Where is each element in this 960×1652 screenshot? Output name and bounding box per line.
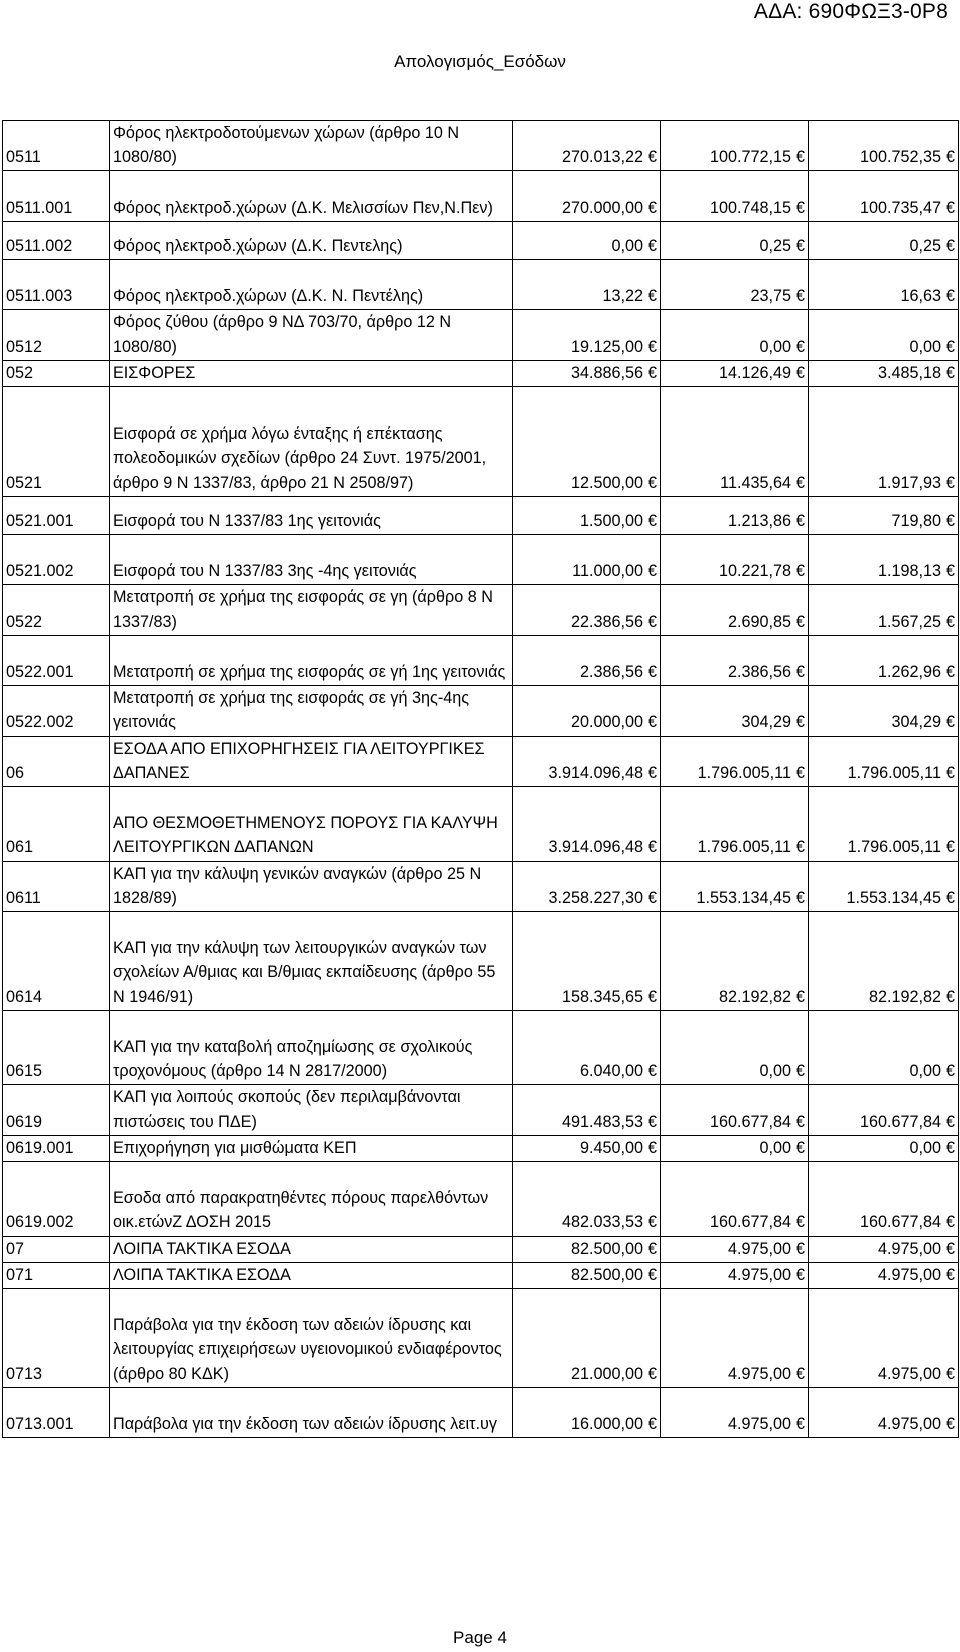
amount-value: 22.386,56 [570,612,643,631]
table-row [3,1236,959,1262]
row-amount-3 [809,1262,959,1288]
row-code: 0522.002 [3,686,110,736]
amount-value: 0,00 [909,1062,941,1081]
row-amount-2 [661,310,809,360]
row-description: Παράβολα για την έκδοση των αδειών ίδρυσης λειτ.υγ [110,1387,513,1437]
table-row [3,1085,959,1135]
amount-value: 4.975,00 [877,1265,941,1284]
amount-value: 0,25 [909,236,941,255]
row-amount-3 [809,387,959,497]
amount-value: 6.040,00 [579,1062,643,1081]
euro-symbol: € [945,198,955,217]
row-code: 0522.001 [3,635,110,685]
euro-symbol: € [647,198,657,217]
table-row [3,861,959,911]
row-amount-2 [661,912,809,1011]
amount-value: 11.435,64 [720,473,791,492]
row-amount-2 [661,1135,809,1161]
euro-symbol: € [945,663,955,682]
row-amount-3 [809,535,959,585]
row-description: ΑΠΟ ΘΕΣΜΟΘΕΤΗΜΕΝΟΥΣ ΠΟΡΟΥΣ ΓΙΑ ΚΑΛΥΨΗ ΛΕΙΤΟΥΡΓΙΚΩΝ ΔΑΠΑΝΩΝ [110,787,513,862]
amount-value: 16.000,00 [570,1415,643,1434]
row-code: 0511 [3,121,110,171]
row-amount-2 [661,787,809,862]
amount-value: 0,00 [909,337,941,356]
amount-value: 4.975,00 [727,1265,791,1284]
euro-symbol: € [647,1112,657,1131]
euro-symbol: € [795,612,805,631]
amount-value: 100.735,47 [859,198,941,217]
euro-symbol: € [647,473,657,492]
row-amount-1 [513,1010,661,1085]
amount-value: 1.796.005,11 [847,838,941,857]
euro-symbol: € [945,473,955,492]
row-amount-2 [661,496,809,534]
amount-value: 160.677,84 [859,1213,941,1232]
amount-value: 491.483,53 [561,1112,643,1131]
row-amount-1 [513,861,661,911]
page-number: Page 4 [453,1628,507,1647]
row-amount-1 [513,1289,661,1388]
row-description: Φόρος ηλεκτροδοτούμενων χώρων (άρθρο 10 Ν 1080/80) [110,121,513,171]
euro-symbol: € [945,148,955,167]
amount-value: 3.914.096,48 [548,763,643,782]
row-amount-3 [809,686,959,736]
amount-value: 100.748,15 [709,198,791,217]
euro-symbol: € [795,1265,805,1284]
row-amount-2 [661,1236,809,1262]
amount-value: 4.975,00 [877,1415,941,1434]
row-amount-2 [661,1289,809,1388]
euro-symbol: € [647,1364,657,1383]
amount-value: 100.752,35 [859,148,941,167]
amount-value: 14.126,49 [718,363,791,382]
amount-value: 1.796.005,11 [697,763,791,782]
amount-value: 34.886,56 [570,363,643,382]
amount-value: 160.677,84 [709,1112,791,1131]
euro-symbol: € [795,1239,805,1258]
row-amount-1 [513,787,661,862]
amount-value: 0,00 [759,1138,791,1157]
row-description: ΛΟΙΠΑ ΤΑΚΤΙΚΑ ΕΣΟΔΑ [110,1262,513,1288]
row-amount-1 [513,221,661,259]
table-row [3,360,959,386]
euro-symbol: € [945,1265,955,1284]
row-code: 052 [3,360,110,386]
row-amount-1 [513,736,661,786]
euro-symbol: € [945,888,955,907]
table-row [3,635,959,685]
euro-symbol: € [647,363,657,382]
euro-symbol: € [795,1138,805,1157]
row-description: Εισφορά σε χρήμα λόγω ένταξης ή επέκτασης πολεοδομικών σχεδίων (άρθρο 24 Συντ. 1975/2001, άρθρο 9 Ν 1337/83, άρθρο 21 Ν 2508/97) [110,387,513,497]
amount-value: 19.125,00 [570,337,643,356]
euro-symbol: € [795,337,805,356]
amount-value: 1.198,13 [877,562,941,581]
row-amount-3 [809,1236,959,1262]
row-amount-1 [513,1387,661,1437]
row-amount-3 [809,585,959,635]
amount-value: 4.975,00 [877,1239,941,1258]
euro-symbol: € [647,1213,657,1232]
row-code: 0521.001 [3,496,110,534]
row-code: 0614 [3,912,110,1011]
row-description: ΛΟΙΠΑ ΤΑΚΤΙΚΑ ΕΣΟΔΑ [110,1236,513,1262]
revenue-table [2,120,959,1438]
amount-value: 304,29 [741,713,791,732]
row-amount-3 [809,496,959,534]
row-amount-1 [513,635,661,685]
amount-value: 2.690,85 [727,612,791,631]
row-amount-3 [809,912,959,1011]
euro-symbol: € [945,287,955,306]
row-amount-2 [661,221,809,259]
euro-symbol: € [795,1415,805,1434]
amount-value: 0,25 [759,236,791,255]
row-code: 0512 [3,310,110,360]
row-amount-1 [513,1085,661,1135]
euro-symbol: € [795,663,805,682]
euro-symbol: € [647,236,657,255]
row-amount-1 [513,387,661,497]
amount-value: 2.386,56 [579,663,643,682]
amount-value: 1.796.005,11 [697,838,791,857]
row-amount-1 [513,535,661,585]
row-code: 0511.001 [3,171,110,221]
euro-symbol: € [647,1062,657,1081]
euro-symbol: € [945,363,955,382]
euro-symbol: € [647,987,657,1006]
row-amount-2 [661,635,809,685]
row-amount-1 [513,360,661,386]
row-amount-2 [661,171,809,221]
row-amount-3 [809,1289,959,1388]
euro-symbol: € [945,236,955,255]
row-amount-3 [809,171,959,221]
euro-symbol: € [945,713,955,732]
euro-symbol: € [647,838,657,857]
amount-value: 82.500,00 [570,1265,643,1284]
amount-value: 0,00 [611,236,643,255]
row-description: Επιχορήγηση για μισθώματα ΚΕΠ [110,1135,513,1161]
row-code: 0521 [3,387,110,497]
row-code: 0713.001 [3,1387,110,1437]
row-amount-2 [661,1085,809,1135]
table-row [3,1162,959,1237]
amount-value: 4.975,00 [727,1364,791,1383]
amount-value: 82.192,82 [868,987,941,1006]
amount-value: 82.192,82 [718,987,791,1006]
euro-symbol: € [647,287,657,306]
euro-symbol: € [945,1239,955,1258]
amount-value: 0,00 [909,1138,941,1157]
row-amount-1 [513,585,661,635]
row-amount-2 [661,585,809,635]
row-description: Εισφορά του Ν 1337/83 1ης γειτονιάς [110,496,513,534]
row-code: 0619.001 [3,1135,110,1161]
table-row [3,686,959,736]
amount-value: 1.553.134,45 [846,888,941,907]
row-amount-2 [661,121,809,171]
row-amount-3 [809,1010,959,1085]
table-row [3,585,959,635]
amount-value: 13,22 [602,287,643,306]
euro-symbol: € [647,562,657,581]
row-amount-1 [513,1135,661,1161]
row-amount-2 [661,736,809,786]
document-title: Απολογισμός_Εσόδων [394,52,566,71]
euro-symbol: € [945,337,955,356]
amount-value: 270.000,00 [561,198,643,217]
table-row [3,1262,959,1288]
amount-value: 160.677,84 [709,1213,791,1232]
euro-symbol: € [945,511,955,530]
amount-value: 1.567,25 [877,612,941,631]
row-amount-2 [661,1262,809,1288]
ada-code: ΑΔΑ: 690ΦΩΞ3-0Ρ8 [753,0,948,23]
row-amount-3 [809,1135,959,1161]
amount-value: 1.553.134,45 [696,888,791,907]
euro-symbol: € [945,838,955,857]
row-amount-3 [809,787,959,862]
euro-symbol: € [945,1415,955,1434]
row-amount-3 [809,121,959,171]
euro-symbol: € [945,763,955,782]
row-amount-3 [809,1162,959,1237]
amount-value: 20.000,00 [570,713,643,732]
euro-symbol: € [795,511,805,530]
amount-value: 16,63 [900,287,941,306]
revenue-table-body [3,121,959,1438]
table-row [3,1289,959,1388]
row-amount-2 [661,535,809,585]
euro-symbol: € [795,763,805,782]
amount-value: 1.500,00 [579,511,643,530]
euro-symbol: € [795,148,805,167]
row-description: ΕΙΣΦΟΡΕΣ [110,360,513,386]
row-code: 0713 [3,1289,110,1388]
euro-symbol: € [795,198,805,217]
table-row [3,121,959,171]
row-description: ΚΑΠ για την κάλυψη γενικών αναγκών (άρθρο 25 Ν 1828/89) [110,861,513,911]
euro-symbol: € [647,612,657,631]
row-amount-3 [809,736,959,786]
amount-value: 482.033,53 [561,1213,643,1232]
table-row [3,260,959,310]
row-amount-2 [661,686,809,736]
row-amount-3 [809,861,959,911]
row-amount-3 [809,635,959,685]
euro-symbol: € [945,987,955,1006]
table-row [3,387,959,497]
row-description: Μετατροπή σε χρήμα της εισφοράς σε γη (άρθρο 8 Ν 1337/83) [110,585,513,635]
amount-value: 0,00 [759,1062,791,1081]
amount-value: 4.975,00 [727,1415,791,1434]
row-amount-1 [513,171,661,221]
row-amount-2 [661,1010,809,1085]
row-description: ΚΑΠ για την κάλυψη των λειτουργικών αναγκών των σχολείων Α/θμιας και Β/θμιας εκπαίδευσης (άρθρο 55 Ν 1946/91) [110,912,513,1011]
table-row [3,787,959,862]
row-code: 0615 [3,1010,110,1085]
row-amount-2 [661,861,809,911]
amount-value: 160.677,84 [859,1112,941,1131]
euro-symbol: € [795,1213,805,1232]
row-description: Παράβολα για την έκδοση των αδειών ίδρυσης και λειτουργίας επιχειρήσεων υγειονομικού ενδιαφέροντος (άρθρο 80 ΚΔΚ) [110,1289,513,1388]
row-amount-1 [513,310,661,360]
euro-symbol: € [647,663,657,682]
table-row [3,912,959,1011]
row-amount-3 [809,1387,959,1437]
euro-symbol: € [795,287,805,306]
amount-value: 1.262,96 [877,663,941,682]
euro-symbol: € [647,1265,657,1284]
amount-value: 270.013,22 [561,148,643,167]
row-amount-3 [809,310,959,360]
row-amount-1 [513,496,661,534]
row-description: Εισφορά του Ν 1337/83 3ης -4ης γειτονιάς [110,535,513,585]
row-code: 06 [3,736,110,786]
row-description: Φόρος ηλεκτροδ.χώρων (Δ.Κ. Πεντελης) [110,221,513,259]
row-description: Μετατροπή σε χρήμα της εισφοράς σε γή 1ης γειτονιάς [110,635,513,685]
row-code: 0521.002 [3,535,110,585]
table-row [3,1387,959,1437]
row-description: ΚΑΠ για λοιπούς σκοπούς (δεν περιλαμβάνονται πιστώσεις του ΠΔΕ) [110,1085,513,1135]
amount-value: 3.914.096,48 [548,838,643,857]
row-amount-2 [661,260,809,310]
amount-value: 3.258.227,30 [548,888,643,907]
row-code: 0522 [3,585,110,635]
amount-value: 1.213,86 [727,511,791,530]
euro-symbol: € [795,713,805,732]
euro-symbol: € [795,888,805,907]
amount-value: 11.000,00 [572,562,643,581]
euro-symbol: € [795,363,805,382]
row-description: Φόρος ηλεκτροδ.χώρων (Δ.Κ. Μελισσίων Πεν,Ν.Πεν) [110,171,513,221]
euro-symbol: € [647,888,657,907]
table-row [3,310,959,360]
amount-value: 23,75 [750,287,791,306]
euro-symbol: € [647,1239,657,1258]
euro-symbol: € [945,1062,955,1081]
table-row [3,496,959,534]
amount-value: 100.772,15 [709,148,791,167]
row-description: Μετατροπή σε χρήμα της εισφοράς σε γή 3ης-4ης γειτονιάς [110,686,513,736]
row-description: ΕΣΟΔΑ ΑΠΟ ΕΠΙΧΟΡΗΓΗΣΕΙΣ ΓΙΑ ΛΕΙΤΟΥΡΓΙΚΕΣ ΔΑΠΑΝΕΣ [110,736,513,786]
euro-symbol: € [795,1062,805,1081]
row-amount-1 [513,686,661,736]
table-row [3,535,959,585]
row-code: 0619 [3,1085,110,1135]
euro-symbol: € [945,1138,955,1157]
row-description: Φόρος ζύθου (άρθρο 9 ΝΔ 703/70, άρθρο 12 Ν 1080/80) [110,310,513,360]
amount-value: 4.975,00 [727,1239,791,1258]
row-code: 07 [3,1236,110,1262]
row-description: Φόρος ηλεκτροδ.χώρων (Δ.Κ. Ν. Πεντέλης) [110,260,513,310]
row-amount-2 [661,1387,809,1437]
row-code: 0611 [3,861,110,911]
table-row [3,736,959,786]
amount-value: 1.796.005,11 [847,763,941,782]
row-code: 0511.003 [3,260,110,310]
amount-value: 10.221,78 [718,562,791,581]
euro-symbol: € [647,511,657,530]
euro-symbol: € [945,612,955,631]
euro-symbol: € [795,473,805,492]
row-amount-1 [513,260,661,310]
euro-symbol: € [945,1364,955,1383]
euro-symbol: € [647,148,657,167]
row-code: 071 [3,1262,110,1288]
row-code: 0511.002 [3,221,110,259]
row-amount-3 [809,260,959,310]
row-amount-1 [513,912,661,1011]
row-amount-3 [809,360,959,386]
amount-value: 158.345,65 [561,987,643,1006]
row-code: 0619.002 [3,1162,110,1237]
euro-symbol: € [795,1112,805,1131]
euro-symbol: € [795,838,805,857]
row-amount-2 [661,387,809,497]
row-amount-2 [661,360,809,386]
row-description: ΚΑΠ για την καταβολή αποζημίωσης σε σχολικούς τροχονόμους (άρθρο 14 Ν 2817/2000) [110,1010,513,1085]
amount-value: 0,00 [759,337,791,356]
euro-symbol: € [647,713,657,732]
euro-symbol: € [795,236,805,255]
row-amount-1 [513,1262,661,1288]
amount-value: 304,29 [891,713,941,732]
table-row [3,1135,959,1161]
euro-symbol: € [647,1415,657,1434]
amount-value: 719,80 [891,511,941,530]
euro-symbol: € [945,1213,955,1232]
euro-symbol: € [795,987,805,1006]
row-amount-3 [809,1085,959,1135]
row-amount-2 [661,1162,809,1237]
euro-symbol: € [647,763,657,782]
euro-symbol: € [795,1364,805,1383]
amount-value: 12.500,00 [570,473,643,492]
table-row [3,1010,959,1085]
row-amount-1 [513,121,661,171]
row-description: Εσοδα από παρακρατηθέντες πόρους παρελθόντων οικ.ετώνΖ ΔΟΣΗ 2015 [110,1162,513,1237]
table-row [3,221,959,259]
euro-symbol: € [945,1112,955,1131]
euro-symbol: € [647,1138,657,1157]
amount-value: 21.000,00 [570,1364,643,1383]
amount-value: 9.450,00 [579,1138,643,1157]
row-amount-1 [513,1236,661,1262]
row-amount-1 [513,1162,661,1237]
amount-value: 2.386,56 [727,663,791,682]
amount-value: 1.917,93 [877,473,941,492]
euro-symbol: € [647,337,657,356]
amount-value: 82.500,00 [570,1239,643,1258]
row-code: 061 [3,787,110,862]
table-row [3,171,959,221]
euro-symbol: € [945,562,955,581]
euro-symbol: € [795,562,805,581]
amount-value: 3.485,18 [877,363,941,382]
row-amount-3 [809,221,959,259]
amount-value: 4.975,00 [877,1364,941,1383]
